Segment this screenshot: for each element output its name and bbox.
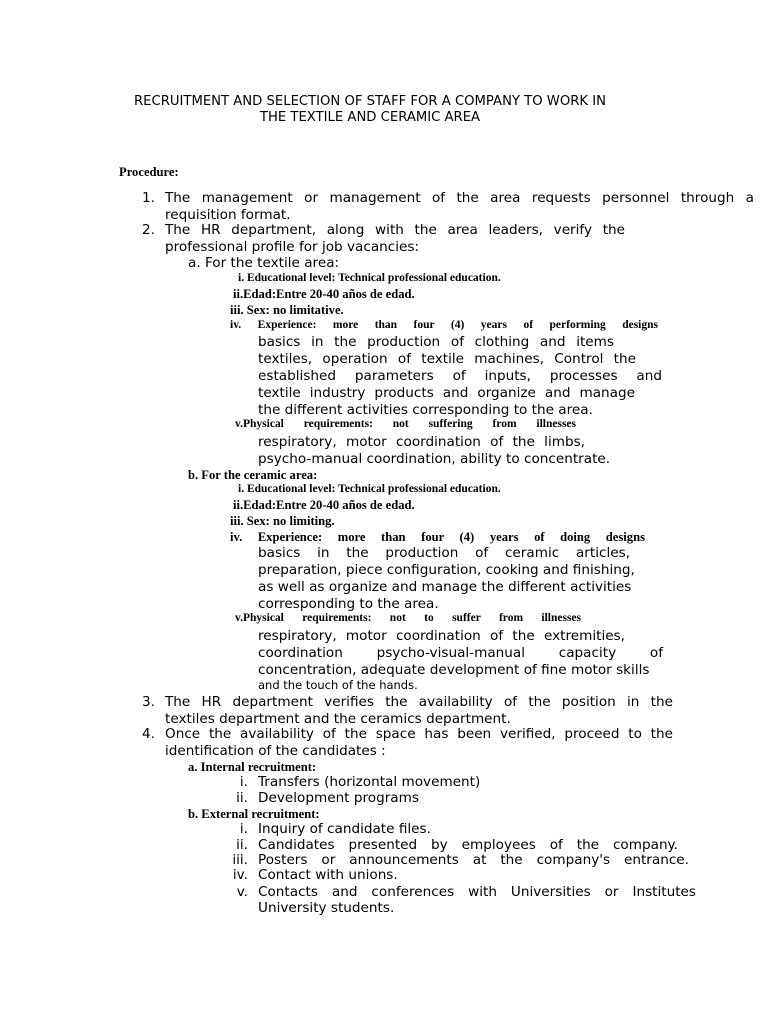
external-item-5-text: Contacts and conferences with Universities or Institutes [258, 884, 696, 900]
external-item-4-text: Contact with unions. [258, 867, 398, 883]
textile-education-level: i. Educational level: Technical professional education. [238, 272, 501, 284]
ceramic-sex: iii. Sex: no limiting. [230, 514, 335, 528]
ceramic-experience-line-1: basics in the production of ceramic articles, [258, 545, 630, 561]
ceramic-experience-line-3: as well as organize and manage the different activities [258, 579, 632, 595]
textile-age: ii.Edad:Entre 20-40 años de edad. [233, 287, 415, 301]
step-3-line-2: textiles department and the ceramics department. [165, 711, 511, 727]
external-item-2-number: ii. [236, 837, 248, 853]
textile-experience-line-5: the different activities corresponding to the area. [258, 402, 593, 418]
textile-experience-line-4: textile industry products and organize and manage [258, 385, 635, 401]
ceramic-experience-line-2: preparation, piece configuration, cooking and finishing, [258, 562, 635, 578]
internal-item-1-number: i. [239, 774, 248, 790]
ceramic-area-heading: b. For the ceramic area: [188, 468, 318, 482]
ceramic-physical-line-3: concentration, adequate development of fine motor skills [258, 662, 650, 678]
procedure-heading: Procedure: [119, 165, 179, 179]
step-3-line-1: The HR department verifies the availability of the position in the [165, 694, 673, 710]
step-4-number: 4. [142, 726, 155, 742]
internal-recruitment-heading: a. Internal recruitment: [188, 760, 317, 774]
ceramic-education-level: i. Educational level: Technical professional education. [238, 483, 501, 495]
ceramic-physical-heading: v.Physical requirements: not to suffer from illnesses [235, 612, 581, 624]
ceramic-physical-line-1: respiratory, motor coordination of the extremities, [258, 628, 625, 644]
external-item-5-continuation: University students. [258, 900, 395, 916]
step-2-line-1: The HR department, along with the area leaders, verify the [165, 222, 625, 238]
textile-physical-heading: v.Physical requirements: not suffering from illnesses [235, 418, 576, 430]
external-item-1-number: i. [239, 821, 248, 837]
ceramic-experience-line-4: corresponding to the area. [258, 596, 439, 612]
step-1-line-2: requisition format. [165, 207, 291, 223]
external-item-2-text: Candidates presented by employees of the company. [258, 837, 678, 853]
title-line-2: THE TEXTILE AND CERAMIC AREA [259, 110, 481, 125]
ceramic-age: ii.Edad:Entre 20-40 años de edad. [233, 498, 415, 512]
textile-experience-line-3: established parameters of inputs, processes and [258, 368, 662, 384]
external-item-3-text: Posters or announcements at the company's entrance. [258, 852, 689, 868]
step-4-line-2: identification of the candidates : [165, 743, 386, 759]
external-recruitment-heading: b. External recruitment: [188, 807, 320, 821]
internal-item-2-text: Development programs [258, 790, 419, 806]
step-1-line-1: The management or management of the area requests personnel through a [165, 190, 754, 206]
ceramic-experience-heading: iv. Experience: more than four (4) years of doing designs [230, 530, 645, 544]
external-item-5-number: v. [236, 884, 248, 900]
ceramic-physical-line-4: and the touch of the hands. [258, 678, 418, 692]
textile-physical-line-1: respiratory, motor coordination of the limbs, [258, 434, 585, 450]
step-1-number: 1. [142, 190, 155, 206]
textile-sex: iii. Sex: no limitative. [230, 303, 344, 317]
step-2-number: 2. [142, 222, 155, 238]
textile-experience-line-2: textiles, operation of textile machines, Control the [258, 351, 636, 367]
external-item-4-number: iv. [232, 867, 248, 883]
textile-experience-line-1: basics in the production of clothing and items [258, 334, 614, 350]
internal-item-1-text: Transfers (horizontal movement) [258, 774, 481, 790]
external-item-1-text: Inquiry of candidate files. [258, 821, 431, 837]
title-line-1: RECRUITMENT AND SELECTION OF STAFF FOR A COMPANY TO WORK IN [134, 94, 606, 109]
textile-area-heading: a. For the textile area: [188, 255, 340, 271]
internal-item-2-number: ii. [236, 790, 248, 806]
external-item-3-number: iii. [232, 852, 248, 868]
textile-experience-heading: iv. Experience: more than four (4) years of performing designs [230, 319, 658, 331]
step-4-line-1: Once the availability of the space has been verified, proceed to the [165, 726, 673, 742]
step-2-line-2: professional profile for job vacancies: [165, 239, 420, 255]
ceramic-physical-line-2: coordination psycho-visual-manual capacity of [258, 645, 663, 661]
step-3-number: 3. [142, 694, 155, 710]
textile-physical-line-2: psycho-manual coordination, ability to concentrate. [258, 451, 611, 467]
